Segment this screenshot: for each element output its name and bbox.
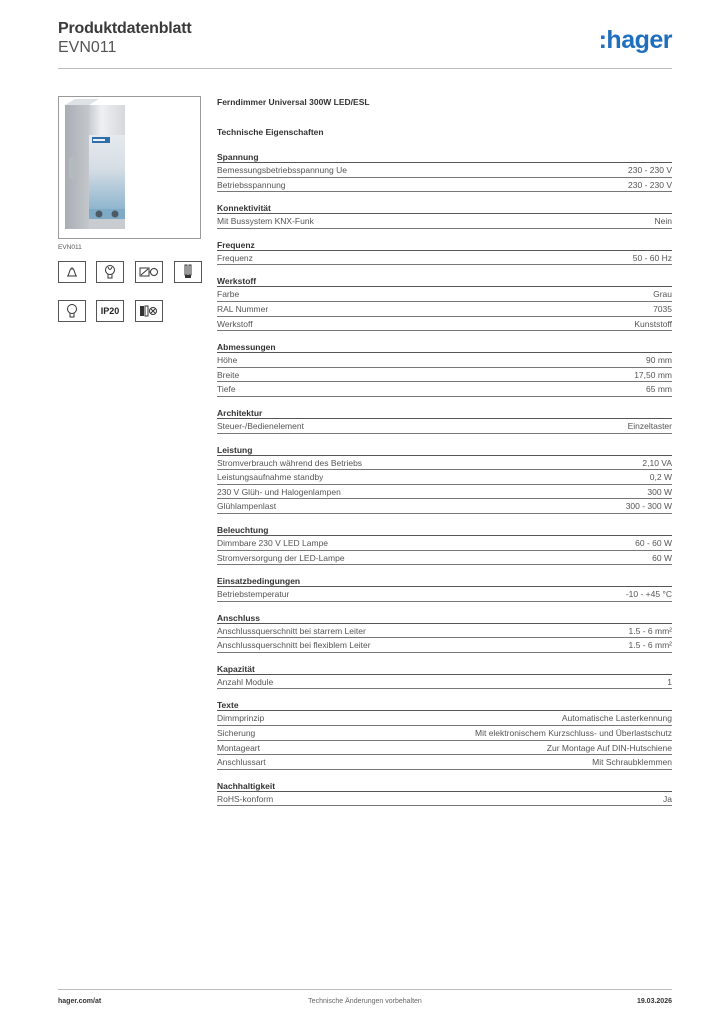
spec-row <box>217 287 672 302</box>
properties-heading: Technische Eigenschaften <box>217 127 324 137</box>
product-image <box>58 96 201 239</box>
spec-row <box>217 792 672 807</box>
spec-row <box>217 353 672 368</box>
spec-row <box>217 163 672 178</box>
spec-value: 1 <box>667 676 672 687</box>
spec-label: Anschlussquerschnitt bei starrem Leiter <box>217 625 366 636</box>
section-title: Spannung <box>217 152 672 163</box>
spec-label: Dimmprinzip <box>217 713 265 724</box>
spec-value: Mit Schraubklemmen <box>592 757 672 768</box>
spec-label: Betriebsspannung <box>217 179 286 190</box>
spec-label: Montageart <box>217 742 260 753</box>
spec-row <box>217 382 672 397</box>
spec-row <box>217 711 672 726</box>
product-name: Ferndimmer Universal 300W LED/ESL <box>217 97 370 107</box>
spec-section <box>217 700 672 769</box>
spec-row <box>217 741 672 756</box>
spec-value: 0,2 W <box>649 472 672 483</box>
header-divider <box>58 68 672 69</box>
spec-section <box>217 276 672 331</box>
led-bulb-icon <box>58 300 86 322</box>
spec-value: 60 W <box>652 552 672 563</box>
spec-section <box>217 152 672 192</box>
spec-label: Dimmbare 230 V LED Lampe <box>217 537 329 548</box>
section-title: Beleuchtung <box>217 525 672 536</box>
dimmer-module-illustration <box>59 97 200 238</box>
spec-value: Kunststoff <box>634 318 672 329</box>
spec-label: Werkstoff <box>217 318 253 329</box>
section-title: Architektur <box>217 408 672 419</box>
specification-sections <box>217 152 672 806</box>
spec-value: 230 - 230 V <box>628 179 672 190</box>
section-title: Konnektivität <box>217 203 672 214</box>
specification-content <box>217 97 672 806</box>
incandescent-bulb-icon <box>96 261 124 283</box>
footer-disclaimer: Technische Änderungen vorbehalten <box>308 998 422 1005</box>
spec-row <box>217 755 672 770</box>
spec-section <box>217 613 672 653</box>
hager-logo: :hager <box>598 26 672 54</box>
spec-value: 7035 <box>653 303 672 314</box>
spec-label: Anschlussquerschnitt bei flexiblem Leiter <box>217 640 371 651</box>
spec-label: Farbe <box>217 289 240 300</box>
footer-website-link[interactable]: hager.com/at <box>58 998 102 1005</box>
spec-label: Sicherung <box>217 728 256 739</box>
section-title: Leistung <box>217 445 672 456</box>
spec-label: RoHS-konform <box>217 793 274 804</box>
spec-label: Steuer-/Bedienelement <box>217 420 304 431</box>
spec-value: 17,50 mm <box>634 369 672 380</box>
footer-divider <box>58 989 672 990</box>
ceiling-lamp-icon <box>58 261 86 283</box>
spec-value: 65 mm <box>646 384 672 395</box>
din-module-icon <box>135 300 163 322</box>
spec-row <box>217 485 672 500</box>
section-title: Frequenz <box>217 240 672 251</box>
spec-section <box>217 525 672 565</box>
spec-row <box>217 419 672 434</box>
section-title: Anschluss <box>217 613 672 624</box>
spec-value: Zur Montage Auf DIN-Hutschiene <box>546 742 672 753</box>
spec-row <box>217 551 672 566</box>
ip-rating-icon: IP20 <box>96 300 124 322</box>
spec-row <box>217 726 672 741</box>
footer-date: 19.03.2026 <box>636 998 672 1005</box>
spec-section <box>217 664 672 690</box>
spec-row <box>217 638 672 653</box>
section-title: Kapazität <box>217 664 672 675</box>
spec-row <box>217 499 672 514</box>
spec-label: Tiefe <box>217 384 236 395</box>
spec-row <box>217 302 672 317</box>
section-title: Werkstoff <box>217 276 672 287</box>
spec-row <box>217 368 672 383</box>
spec-row <box>217 214 672 229</box>
spec-label: Anschlussart <box>217 757 266 768</box>
spec-value: Automatische Lasterkennung <box>561 713 672 724</box>
spec-row <box>217 624 672 639</box>
spec-label: Leistungsaufnahme standby <box>217 472 324 483</box>
section-title: Einsatzbedingungen <box>217 576 672 587</box>
spec-section <box>217 576 672 602</box>
spec-value: 90 mm <box>646 355 672 366</box>
spec-label: 230 V Glüh- und Halogenlampen <box>217 486 341 497</box>
section-title: Nachhaltigkeit <box>217 781 672 792</box>
spec-value: Mit elektronischem Kurzschluss- und Überlastschutz <box>475 728 672 739</box>
spec-row <box>217 251 672 266</box>
spec-row <box>217 317 672 332</box>
spec-section <box>217 781 672 807</box>
spec-section <box>217 445 672 514</box>
spec-row <box>217 178 672 193</box>
spec-value: Nein <box>654 216 672 227</box>
spec-value: Grau <box>653 289 672 300</box>
spec-value: 230 - 230 V <box>628 165 672 175</box>
spec-value: 60 - 60 W <box>635 537 672 548</box>
spec-label: Breite <box>217 369 240 380</box>
page-header <box>58 20 672 68</box>
spec-row <box>217 587 672 602</box>
spec-label: Bemessungsbetriebsspannung Ue <box>217 165 347 175</box>
spec-label: Mit Bussystem KNX-Funk <box>217 216 314 227</box>
section-title: Texte <box>217 700 672 711</box>
spec-value: 1.5 - 6 mm² <box>628 640 672 651</box>
image-caption: EVN011 <box>58 244 82 251</box>
spec-row <box>217 536 672 551</box>
spec-value: Ja <box>663 793 672 804</box>
document-title: Produktdatenblatt <box>58 20 192 37</box>
product-code: EVN011 <box>58 39 117 56</box>
fluorescent-tube-icon <box>174 261 202 283</box>
section-title: Abmessungen <box>217 342 672 353</box>
spec-value: -10 - +45 °C <box>625 589 672 600</box>
spec-label: Frequenz <box>217 252 253 263</box>
spec-label: Glühlampenlast <box>217 501 277 512</box>
spec-label: Stromverbrauch während des Betriebs <box>217 457 363 468</box>
spec-value: 1.5 - 6 mm² <box>628 625 672 636</box>
spec-value: 300 - 300 W <box>625 501 672 512</box>
spec-row <box>217 456 672 471</box>
spec-label: Anzahl Module <box>217 676 274 687</box>
spec-section <box>217 342 672 397</box>
spec-section <box>217 408 672 434</box>
spec-value: 300 W <box>647 486 672 497</box>
spec-value: 2,10 VA <box>642 457 672 468</box>
spec-row <box>217 470 672 485</box>
spec-value: 50 - 60 Hz <box>632 252 672 263</box>
spec-section <box>217 203 672 229</box>
spec-row <box>217 675 672 690</box>
spec-label: Stromversorgung der LED-Lampe <box>217 552 345 563</box>
spec-value: Einzeltaster <box>627 420 672 431</box>
spec-section <box>217 240 672 266</box>
transformer-icon <box>135 261 163 283</box>
spec-label: Betriebstemperatur <box>217 589 290 600</box>
page-footer <box>58 998 672 1010</box>
spec-label: RAL Nummer <box>217 303 269 314</box>
spec-label: Höhe <box>217 355 238 366</box>
